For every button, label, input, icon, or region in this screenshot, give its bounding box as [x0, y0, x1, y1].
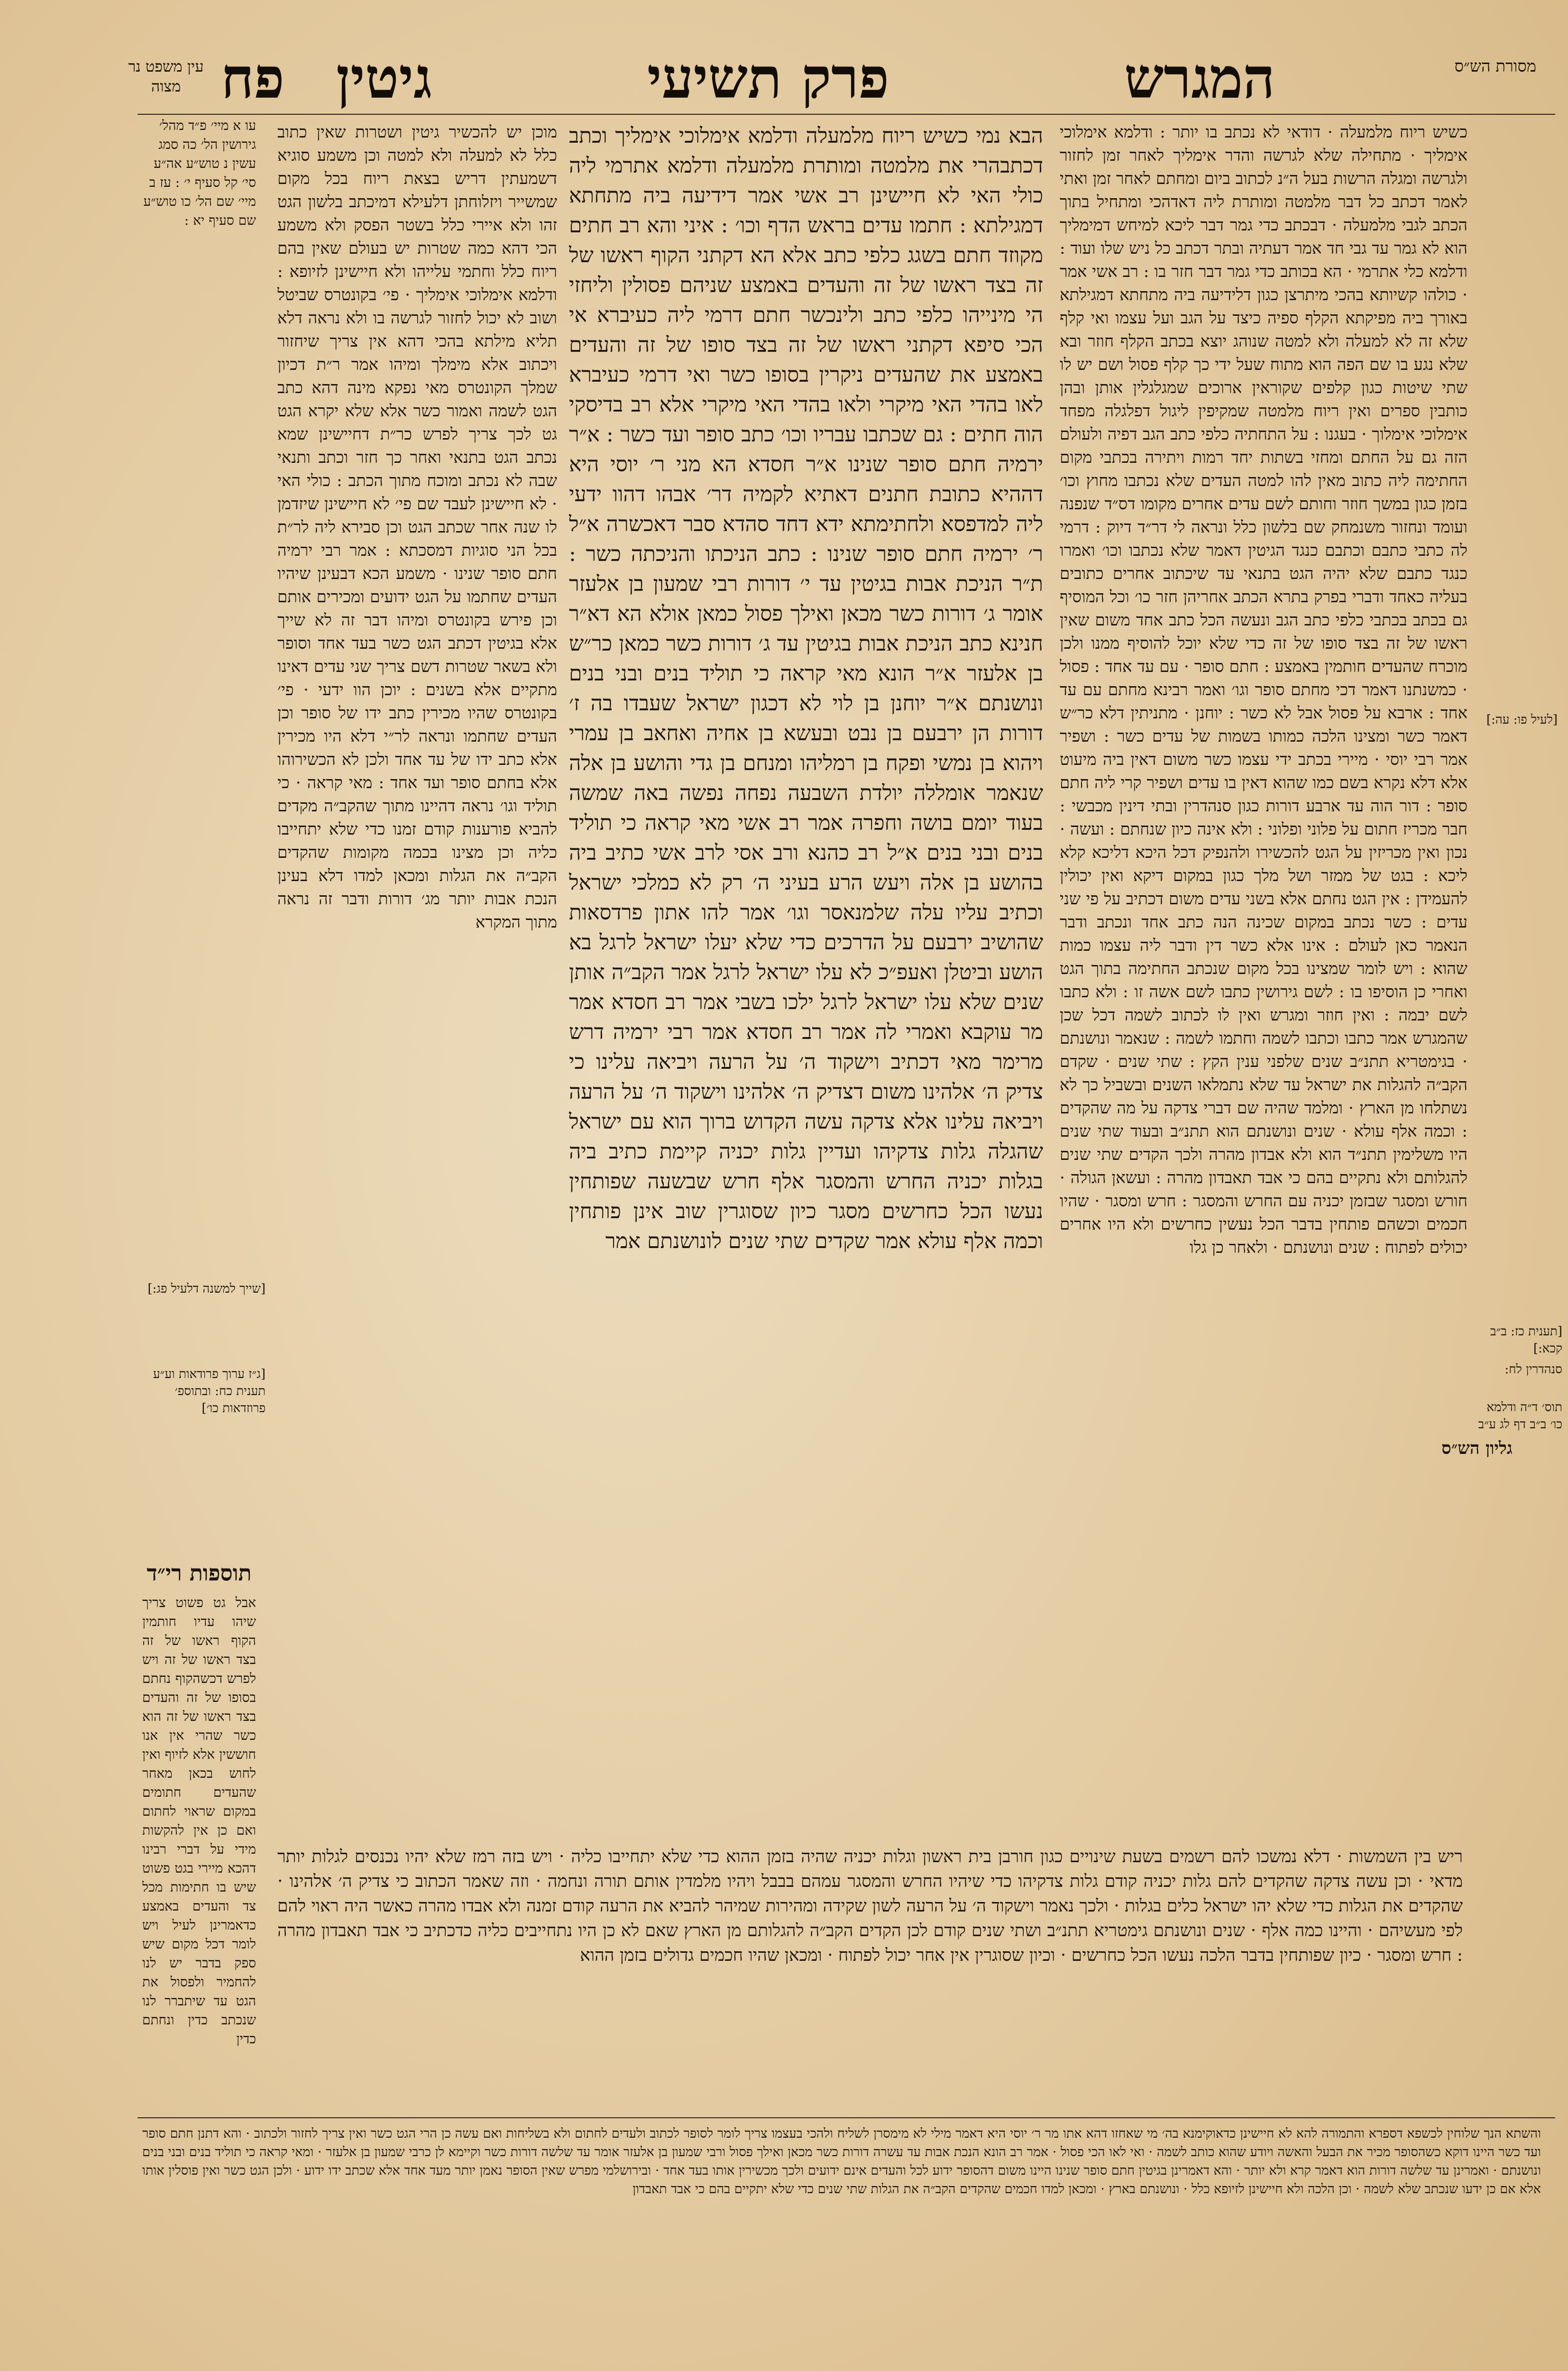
margin-note-tosafot-ref: תוס׳ ד״ה ודלמא כו׳ ב״ב דף לג ע״ב — [1478, 1400, 1562, 1432]
margin-note-mishna-ref: [שייך למשנה דלעיל פג:] — [147, 1282, 266, 1296]
daf-number: פח — [220, 45, 284, 111]
masechet-heading: גיטין — [336, 45, 432, 111]
commentary-continuation: ריש בין השמשות · דלא נמשכו להם רשמים בשעת שינויים כגון חורבן בית ראשון וגלות יכניה שהיה בזמן ההוא כדי שלא יתחייבו כליה · ויש בזה רמז שלא יהיו נכנסים לגלות יותר מדאי · וכן עשה צדקה שהקדים להם גלות יכניה קודם גלות צדקיהו כדי שיהיו החרש והמסגר עמהם בבבל ויהיו מלמדין אותם תורה ונחמה · וזה שאמר הכתוב כי צדיק ה׳ אלהינו · שהקדים את הגלות כדי שלא יהו ישראל כלים בגלות · ולכך נאמר וישקוד ה׳ על הרעה לשון שקידה ומהירות שמיהר להביא את הרעה קודם זמנה ולא אבדו מהרה כאשר היה ראוי להם לפי מעשיהם · והיינו כמה אלף · שנים ונושנתם גימטריא תתנ״ב ושתי שנים קודם לכן הקדים הקב״ה להגלותם מן הארץ שאם לא כן היו נתחייבים כליה כדכתיב כי אבד תאבדון מהרה : חרש ומסגר · כיון שפותחין בדבר הלכה נעשו הכל כחרשים · וכיון שסוגרין אין אחר יכול לפתוח · ומכאן שהיו חכמים גדולים בזמן ההוא — [277, 1847, 1463, 1965]
masores-hashas-heading: מסורת הש״ס — [1454, 57, 1536, 76]
margin-note-aruch: [ג״ז ערוך פרודאות וע״ע תענית כח: ובתוספ׳ פרוזדאות כו׳] — [153, 1367, 266, 1415]
rashi-commentary: כשיש ריוח מלמעלה · דודאי לא נכתב בו יותר : ודלמא אימלוכי אימליך · מתחילה שלא לגרשה והדר אימליך לאחר זמן לחזור ולגרשה ומגלה הרשות בעל ה״נ לכתוב ביום ומחתם לאחר זמן ואתי לאמר דכתב כל דבר מלמטה ומותרת ליה דאדהכי ומתחיל בתוך הכתב לגבי מלמעלה · דבכתב כדי גמר דבר ליכא למיחש דמימליך הוא לא גמר עד גבי חד אמר דעתיה ובתר דכתב כל ניש שלו ועוד : ודלמא כלי אתרמי · הא בכותב כדי גמר דבר חזר בו : רב אשי אמר · כולהו קשיותא בהכי מיתרצן כגון דלידיעה ביה מתחתא דמגילתא באורך ביה מפיקתא הקלף ספיה כיצד על הגב ועל עצמו ואי קלף שלא זה לא למעלה ולא למטה שנוהג יוצא בכתב הקלף חוזר ובא שלא נגע בו שם הפה הוא מתוח שעל ידי כך קלף פסול ושם יש לו שתי שיטות כגון קלפים שקוראין ארוכים שמגלגלין אותן ובהן כותבין ספרים ואין ריוח מלמטה שמקיפין ליגול דפלגלה מפחד אימלוכי אימלוך · בעגנו : על התחתיה כלפי כתב הגב דפיה ולעולם הזה גם על החתם ומחזי בשתות יחד רמות ויתירה בכתבי מקום החתימה ליה כתוב מאין להו למטה העדים שלא נכתבו מחוץ וכו׳ בזמן כגון במשך חוזר וחותם לשם עדים אחרים מקומו דס״ד שנפנה ועומד ונחזור משנמחק שם בלשון כלל ונראה לי דר״ד דיוק : דרמי לה כתבי כתבם וכתבם כנגד הגיטין דאמר שלא נכתבו וכו׳ ואמרו כנגד כתבם שלא יהיה הגט בתנאי עד שיכתוב אחרים כתובים בעליה כאחד ודברי בפרק בתרא הכתב אחריהן חזר כו׳ וכל המוסיף גם בכתב בכתבי כלפי כתב הגב ונעשה הכל כתב אחד משום שאין ראשו של זה בצד סופו של זה כדי שלא יוכל להוסיף ממנו ולכן מוכרח שהעדים חותמין באמצע : חתם סופר · עם עד אחד : פסול · כמשנתנו דאמר דכי מחתם סופר וגו׳ ואמר רבינא מחתם עם עד אחד : ארבא על פסול אבל לא כשר : יוחנן · מתניתין דלא כר״ש דאמר כשר ומצינו הלכה כמותו בשמות של עדים כשר : ושפיר אמר רבי יוסי · מיירי בכתב ידי עצמו כשר משום דאין ביה מיעוט אלא דלא נקרא בשם כמו שהוא דאין בו עדים ושפיר קרי ליה חתם סופר : דור הוה עד ארבע דורות כגון סנהדרין ובתי דינין מכבשי : חבר מכריז חתום על פלוני ופלוני : ולא אינה כיון שנחתם : ועשה · נכון ואין מכריזין על הגט להכשירו ולהנפיק דכל היכא דליכא קלא ליכא : בגט של ממזר ושל מלך כגון במקום דיקא ואין יכולין להעמידן : אין הגט נחתם אלא בשני עדים משום דכתיב על פי שני עדים : כשר נכתב במקום שכינה הנה כתב אחד ונכתב ודבר הנאמר כאן לעולם : אינו אלא כשר דין ודבר ליה עצמו כמות שהוא : ויש לומר שמצינו בכל מקום שנכתב החתימה בתוך הגט ואחרי כן הוסיפו בו : לשם גירושין כתבו לשם אשה זו : ולא כתבו לשם יבמה : ואין חוזר ומגרש ואין לו לכתוב לשמה דכל שכן שהמגרש אמר כתבו וכתבו לשמה וחתמו לשמה : שנאמר ונושנתם · בגימטריא תתנ״ב שנים שלפני ענין הקץ : שתי שנים · שקדם הקב״ה להגלות את ישראל עד שלא נתמלאו השנים ובשביל כך לא נשתלחו מן הארץ · ומלמד שהיה שם דברי צדקה על מה שהקדים : וכמה אלף עולא · שנים ונושנתם הוא תתנ״ב ובעוד שתי שנים היו משלימין תתנ״ד הוא ולא אבדון מהרה ולכך הקדים שתי שנים להגלותם ולא נתקיים בהם כי אבד תאבדון מהרה : ועשאן הגולה · חורש ומסגר שבזמן יכניה עם החרש והמסגר : חרש ומסגר · שהיו חכמים וכשהם פותחין בדבר הכל נעשין כחרשים ולא היו אחרים יכולים לפתוח : שנים ונושנתם · ולאחר כן גלו — [1060, 123, 1467, 1257]
tosafot-commentary: מוכן יש להכשיר גיטין ושטרות שאין כתוב כלל לא למעלה ולא למטה וכן משמע סוגיא דשמעתין דריש בצאת ריוח בכל מקום שמשייר ויזלוחתן דלעילא דמיכתב בלשון הגט זהו ולא איירי כלל בשטר הפסק ולא משמע הכי דהא כמה שטרות יש בעולם שאין בהם ריוח כלל וחתמי עלייהו ולא חיישינן לזיופא : ודלמא אימלוכי אימליך · פי׳ בקונטרס שביטל ושוב לא יכול לחזור לגרשה בו ולא נראה דלא תליא מילתא בהכי דהא אין צריך שיחזור ויכתוב אלא מימלך ומיהו אמר ר״ת דכיון שמלך הקונטרס מאי נפקא מינה דהא כתב הגט לשמה ואמור כשר אלא שלא יקרא הגט גט לכך צריך לפרש כר״ת דחיישינן שמא נכתב הגט בתנאי ואחר כך חזר וכתב ותנאי שבה לא נכתב ומוכח מתוך הכתב : כולי האי · לא חיישינן לעבד שם פי׳ לא חיישינן שיזדמן לו שנה אחר שכתב הגט וכן סבירא ליה לר״ת בכל הני סוגיות דמסכתא : אמר רבי ירמיה חתם סופר שנינו · משמע הכא דבעינן שיהיו העדים שחתמו על הגט ידועים ומכירים אותם וכן פירש בקונטרס ומיהו דבר זה לא שייך אלא בגיטין דכתב הגט כשר בעד אחד וסופר ולא בשאר שטרות דשם צריך שני עדים דאינו מתקיים אלא בשנים : יוכן הוו ידעי · פי׳ בקונטרס שהיו מכירין כתב ידו של סופר וכן העדים שחתמו ונראה לר״י דלא היו מכירין אלא כתב ידו של עד אחד ולכן לא הכשירוהו אלא בחתם סופר ועד אחד : מאי קראה · כי תוליד וגו׳ נראה דהיינו מתוך שהקב״ה מקדים להביא פורענות קודם זמנו כדי שלא יתחייבו כליה וכן מצינו בכמה מקומות שהקדים הקב״ה את הגלות ומכאן למדו דלא בעינן הנכת אבות יותר מג׳ דורות ודבר זה נראה מתוך המקרא — [277, 123, 557, 932]
header-divider — [138, 114, 1555, 115]
tosafot-rid-title: תוספות רי״ד — [147, 1560, 252, 1586]
chapter-title-hamegaresh: המגרש — [1124, 45, 1275, 111]
gemara-text: הבא נמי כשיש ריוח מלמעלה ודלמא אימלוכי אימליך וכתב דכתבהרי את מלמטה ומותרת מלמעלה ודלמא אתרמי ליה כולי האי לא חיישינן רב אשי אמר דידיעה ביה מתחתא דמגילתא : חתמו עדים בראש הדף וכו׳ : איני והא רב חתים מקוזד חתם בשגג כלפי כתב אלא הא דקתני הקוף ראשו של זה בצד ראשו של זה והעדים באמצע שניהם פסולין וליחזי הי מינייהו כלפי כתב ולינכשר חתם דרמי ליה כעיברא אי הכי סיפא דקתני ראשו של זה בצד סופו של זה והעדים באמצע את שהעדים ניקרין בסופו כשר ואי דרמי כעיברא לאו בהדי האי מיקרי ולאו בהדי האי מיקרי אלא רב בדיסקי הוה חתים : גם שכתבו עבריו וכו׳ כתב סופר ועד כשר : א״ר ירמיה חתם סופר שנינו א״ר חסדא הא מני ר׳ יוסי היא דההיא כתובת חתנים דאתיא לקמיה דר׳ אבהו דהוו ידעי ליה למדפסא ולחתימתא ידא דחד סהדא סבר דאכשרה א״ל ר׳ ירמיה חתם סופר שנינו : כתב הניכתו והניכתה כשר : ת״ר הניכת אבות בגיטין עד י׳ דורות רבי שמעון בן אלעזר אומר ג׳ דורות כשר מכאן ואילך פסול כמאן אולא הא דא״ר חנינא כתב הניכת אבות בגיטין עד ג׳ דורות כשר כמאן כר״ש בן אלעזר א״ר הונא מאי קראה כי תוליד בנים ובני בנים ונושנתם א״ר יוחנן בן לוי לא דכגון ישראל שעבדו בה ז׳ דורות הן ירבעם בן נבט ובעשא בן אחיה ואחאב בן עמרי ויהוא בן נמשי ופקח בן רמליהו ומנחם בן גדי והושע בן אלה שנאמר אומללה יולדת השבעה נפחה נפשה באה שמשה בעוד יומם בושה וחפרה אמר רב אשי מאי קראה כי תוליד בנים ובני בנים א״ל רב כהנא ורב אסי לרב אשי כתיב ביה בהושע בן אלה ויעש הרע בעיני ה׳ רק לא כמלכי ישראל וכתיב עליו עלה שלמנאסר וגו׳ אמר להו אתון פרדסאות שהושיב ירבעם על הדרכים כדי שלא יעלו ישראל לרגל בא הושע וביטלן ואעפ״כ לא עלו ישראל לרגל אמר הקב״ה אותן שנים שלא עלו ישראל לרגל ילכו בשבי אמר רב חסדא אמר מר עוקבא ואמרי לה אמר רב חסדא אמר רבי ירמיה דרש מרימר מאי דכתיב וישקוד ה׳ על הרעה ויביאה עלינו כי צדיק ה׳ אלהינו משום דצדיק ה׳ אלהינו וישקוד ה׳ על הרעה ויביאה עלינו אלא צדקה עשה הקדוש ברוך הוא עם ישראל שהגלה גלות צדקיהו ועדיין גלות יכניה קיימת כתיב ביה בגלות יכניה החרש והמסגר אלף חרש שבשעה שפותחין נעשו הכל כחרשים מסגר כיון שסוגרין שוב אינן פותחין וכמה אלף עולא אמר שקדים שתי שנים לונושנתם אמר — [569, 124, 1043, 1253]
footer-notes: והשתא הנך שלוחין לכשפא דספרא והתמורה להא לא חיישינן כדאוקימנא בה׳ מי שאחזו דהא אתו מר ר׳ יוסי היא דאמר מילי לא מימסרן לשליח ולהכי בעצמו צריך לומר לסופר לכתוב ולעדים לחתום ולא בשליחות ואם עשה כן הרי הגט כשר ואין צריך לחזור ולכתוב · והא דתנן חתם סופר ועד כשר היינו דוקא כשהסופר מכיר את הבעל והאשה ויודע שהוא כותב לשמה · ואי לאו הכי פסול · אמר רב הונא הנכת אבות עד עשרה דורות כשר מכאן ואילך פסול ורבי שמעון בן אלעזר אומר עד שלשה דורות כשר וקיימא לן כרבי שמעון בן אלעזר · ומאי קראה כי תוליד בנים ובני בנים ונושנתם · ואמרינן עד שלשה דורות הוא דאמר קרא ולא יותר · והא דאמרינן בגיטין חתם סופר שנינו היינו משום דהסופר ידוע לכל והעדים אינם ידועים ולכך מכשירין אותו בעד אחד · ובירושלמי מפרש שאין הסופר נאמן יותר מעד אחד אלא שכתב ידו ידוע · ולכן הגט כשר ואין פוסלין אותו אלא אם כן ידעו שנכתב שלא לשמה · וכן הלכה ולא חיישינן לזיופא כלל · ונושנתם בארץ · ומכאן למדו חכמים שהקדים הקב״ה את הגלות שתי שנים כדי שלא יתקיים בהם כי אבד תאבדון — [142, 2126, 1541, 2196]
margin-note-rashi-ref: [לעיל פו: עה:] — [1486, 713, 1558, 727]
margin-note-sanhedrin: סנהדרין לח: — [1504, 1362, 1562, 1377]
perek-heading: פרק תשיעי — [647, 45, 889, 111]
ein-mishpat-heading: עין משפט נר מצוה — [128, 57, 204, 95]
margin-note-taanit: [תענית כז: ב״ב קכא:] — [1490, 1324, 1562, 1356]
footer-divider — [138, 2117, 1555, 2118]
gilyon-hashas-heading: גליון הש״ס — [1441, 1438, 1513, 1458]
ein-mishpat-column: עו א מיי׳ פ״ד מהל׳ גירושין הל׳ כה סמג עשין נ טוש״ע אה״ע סי׳ קל סעיף י׳ : עז ב מיי׳ שם הל׳ כו טוש״ע שם סעיף יא : — [143, 118, 256, 228]
tosafot-rid-text: אבל גט פשוט צריך שיהו עדיו חותמין הקוף ראשו של זה בצד ראשו של זה ויש לפרש דכשהקוף נחתם בסופו של זה והעדים בצד ראשו של זה הוא כשר שהרי אין אנו חוששין אלא לזיוף ואין לחוש בכאן מאחר שהעדים חתומים במקום שראוי לחתום ואם כן אין להקשות מידי על דברי רבינו דהכא מיירי בגט פשוט שיש בו חתימות מכל צד והעדים באמצע כדאמרינן לעיל ויש לומר דכל מקום שיש ספק בדבר יש לנו להחמיר ולפסול את הגט עד שיתברר לנו שנכתב כדין ונחתם כדין — [142, 1595, 256, 2047]
